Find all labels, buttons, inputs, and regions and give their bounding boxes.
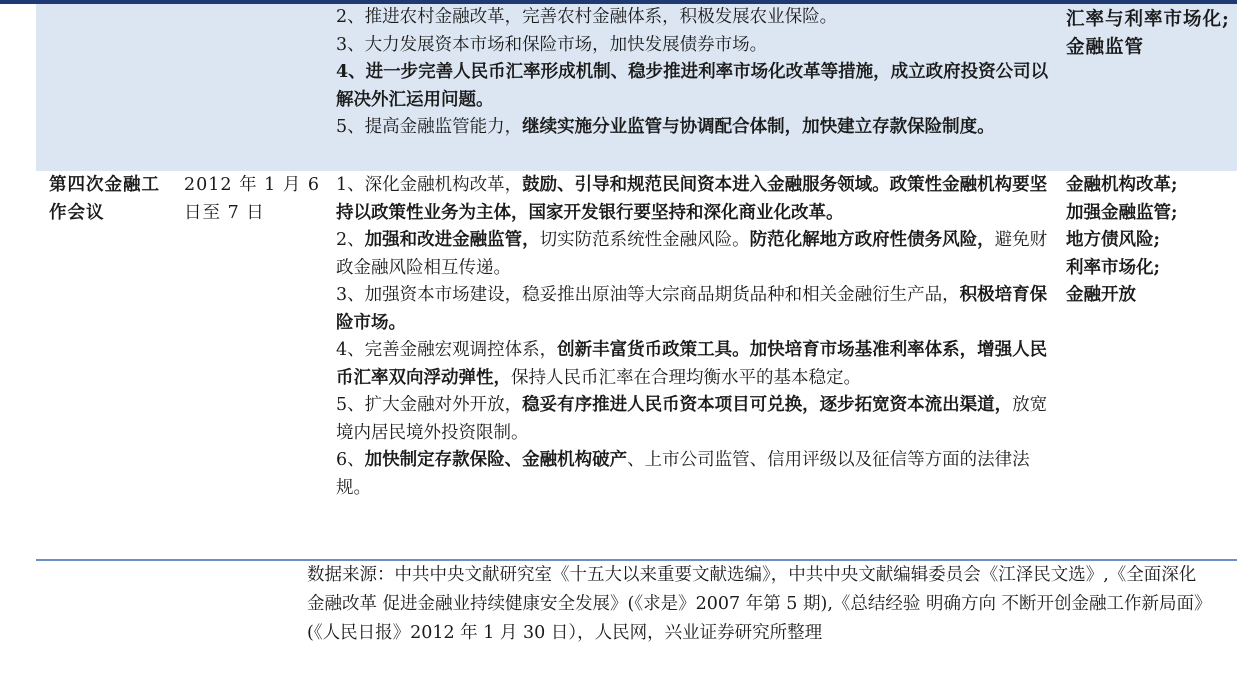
measure-item: 3、大力发展资本市场和保险市场，加快发展债券市场。 bbox=[336, 34, 768, 55]
measure-item: 2、加强和改进金融监管，切实防范系统性金融风险。防范化解地方政府性债务风险，避免财政金融风险相互传递。 bbox=[336, 230, 1048, 278]
measure-item: 2、推进农村金融改革，完善农村金融体系，积极发展农业保险。 bbox=[336, 7, 838, 27]
keyword: 金融机构改革; bbox=[1066, 175, 1178, 195]
measures-cell bbox=[326, 4, 1056, 171]
table-row-fourth-meeting bbox=[36, 171, 1237, 561]
measure-item: 3、加强资本市场建设，稳妥推出原油等大宗商品期货品种和相关金融衍生产品，积极培育保险市场。 bbox=[336, 285, 1048, 333]
data-source-note: 数据来源：中共中央文献研究室《十五大以来重要文献选编》，中共中央文献编辑委员会《江泽民文选》,《全面深化金融改革 促进金融业持续健康安全发展》(《求是》2007 年第 5 期),《总结经验 明确方向 不断开创金融工作新局面》(《人民日报》2012 年 1 月 30 日），人民网，兴业证券研究所整理 bbox=[307, 565, 1203, 643]
measure-item: 5、扩大金融对外开放，稳妥有序推进人民币资本项目可兑换，逐步拓宽资本流出渠道，放宽境内居民境外投资限制。 bbox=[336, 395, 1048, 443]
measures-cell bbox=[326, 171, 1056, 561]
keyword: 加强金融监管; bbox=[1066, 202, 1178, 223]
keywords-cell bbox=[1056, 171, 1237, 561]
keywords-cell bbox=[1056, 4, 1237, 171]
table-row-previous-meeting bbox=[36, 4, 1237, 171]
keyword: 汇率与利率市场化; bbox=[1066, 9, 1230, 30]
meeting-date-cell: 2012 年 1 月 6 日至 7 日 bbox=[184, 175, 321, 223]
measure-item: 4、进一步完善人民币汇率形成机制、稳步推进利率市场化改革等措施，成立政府投资公司以解决外汇运用问题。 bbox=[336, 62, 1049, 110]
keyword: 地方债风险; bbox=[1066, 230, 1160, 250]
keyword: 金融开放 bbox=[1066, 285, 1136, 305]
policy-table bbox=[36, 4, 1237, 561]
measure-item: 1、深化金融机构改革，鼓励、引导和规范民间资本进入金融服务领域。政策性金融机构要坚持以政策性业务为主体，国家开发银行要坚持和深化商业化改革。 bbox=[336, 175, 1048, 223]
measure-item: 4、完善金融宏观调控体系，创新丰富货币政策工具。加快培育市场基准利率体系，增强人民币汇率双向浮动弹性，保持人民币汇率在合理均衡水平的基本稳定。 bbox=[336, 340, 1048, 388]
meeting-name-cell: 第四次金融工作会议 bbox=[49, 175, 160, 223]
measure-item: 6、加快制定存款保险、金融机构破产、上市公司监管、信用评级以及征信等方面的法律法规。 bbox=[336, 450, 1030, 498]
meeting-date-cell bbox=[178, 4, 326, 171]
meeting-name-cell bbox=[36, 4, 178, 171]
keyword: 利率市场化; bbox=[1066, 257, 1160, 278]
keyword: 金融监管 bbox=[1066, 37, 1145, 58]
measure-item: 5、提高金融监管能力，继续实施分业监管与协调配合体制，加快建立存款保险制度。 bbox=[336, 117, 995, 137]
